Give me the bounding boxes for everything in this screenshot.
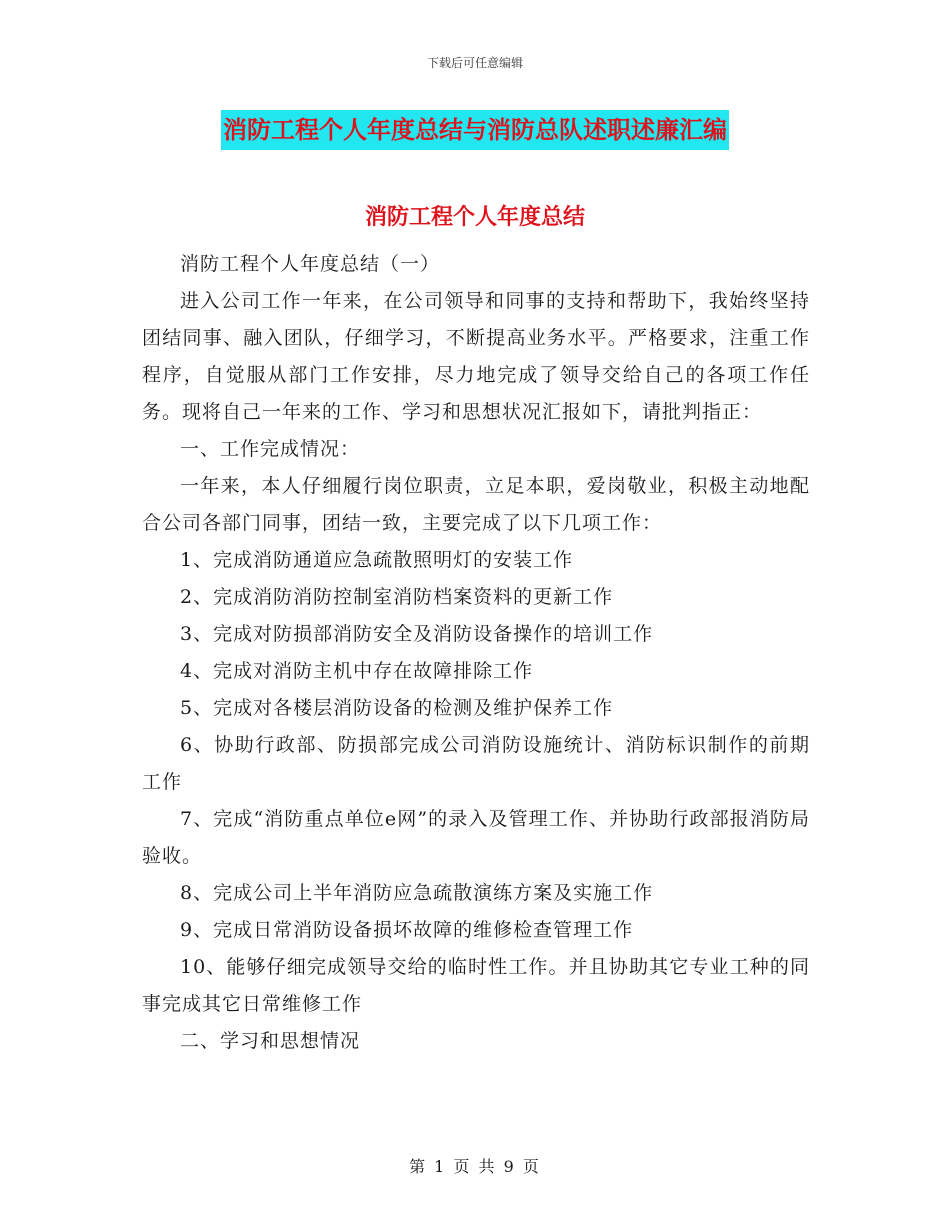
paragraph: 消防工程个人年度总结（一） xyxy=(180,253,441,275)
list-item: 6、协助行政部、防损部完成公司消防设施统计、消防标识制作的前期工作 xyxy=(142,734,810,793)
document-body xyxy=(142,246,810,1060)
main-title: 消防工程个人年度总结与消防总队述职述廉汇编 xyxy=(221,110,729,150)
list-item: 2、完成消防消防控制室消防档案资料的更新工作 xyxy=(180,586,614,608)
page-number: 第 1 页 共 9 页 xyxy=(409,1157,541,1176)
section-title: 消防工程个人年度总结 xyxy=(364,205,585,230)
list-item: 1、完成消防通道应急疏散照明灯的安装工作 xyxy=(180,549,574,571)
list-item: 7、完成“消防重点单位e网”的录入及管理工作、并协助行政部报消防局验收。 xyxy=(142,808,810,867)
list-item: 10、能够仔细完成领导交给的临时性工作。并且协助其它专业工种的同事完成其它日常维修工作 xyxy=(142,956,810,1015)
paragraph: 进入公司工作一年来，在公司领导和同事的支持和帮助下，我始终坚持团结同事、融入团队，仔细学习，不断提高业务水平。严格要求，注重工作程序，自觉服从部门工作安排，尽力地完成了领导交给自己的各项工作任务。现将自己一年来的工作、学习和思想状况汇报如下，请批判指正： xyxy=(142,290,810,423)
list-item: 4、完成对消防主机中存在故障排除工作 xyxy=(180,660,534,682)
main-title-container xyxy=(0,110,950,150)
paragraph: 二、学习和思想情况 xyxy=(180,1030,361,1052)
paragraph: 一、工作完成情况： xyxy=(180,438,361,460)
list-item: 9、完成日常消防设备损坏故障的维修检查管理工作 xyxy=(180,919,634,941)
list-item: 3、完成对防损部消防安全及消防设备操作的培训工作 xyxy=(180,623,654,645)
list-item: 5、完成对各楼层消防设备的检测及维护保养工作 xyxy=(180,697,614,719)
list-item: 8、完成公司上半年消防应急疏散演练方案及实施工作 xyxy=(180,882,654,904)
paragraph: 一年来，本人仔细履行岗位职责，立足本职，爱岗敬业，积极主动地配合公司各部门同事，团结一致，主要完成了以下几项工作： xyxy=(142,475,810,534)
page-header-note: 下载后可任意编辑 xyxy=(426,56,523,70)
